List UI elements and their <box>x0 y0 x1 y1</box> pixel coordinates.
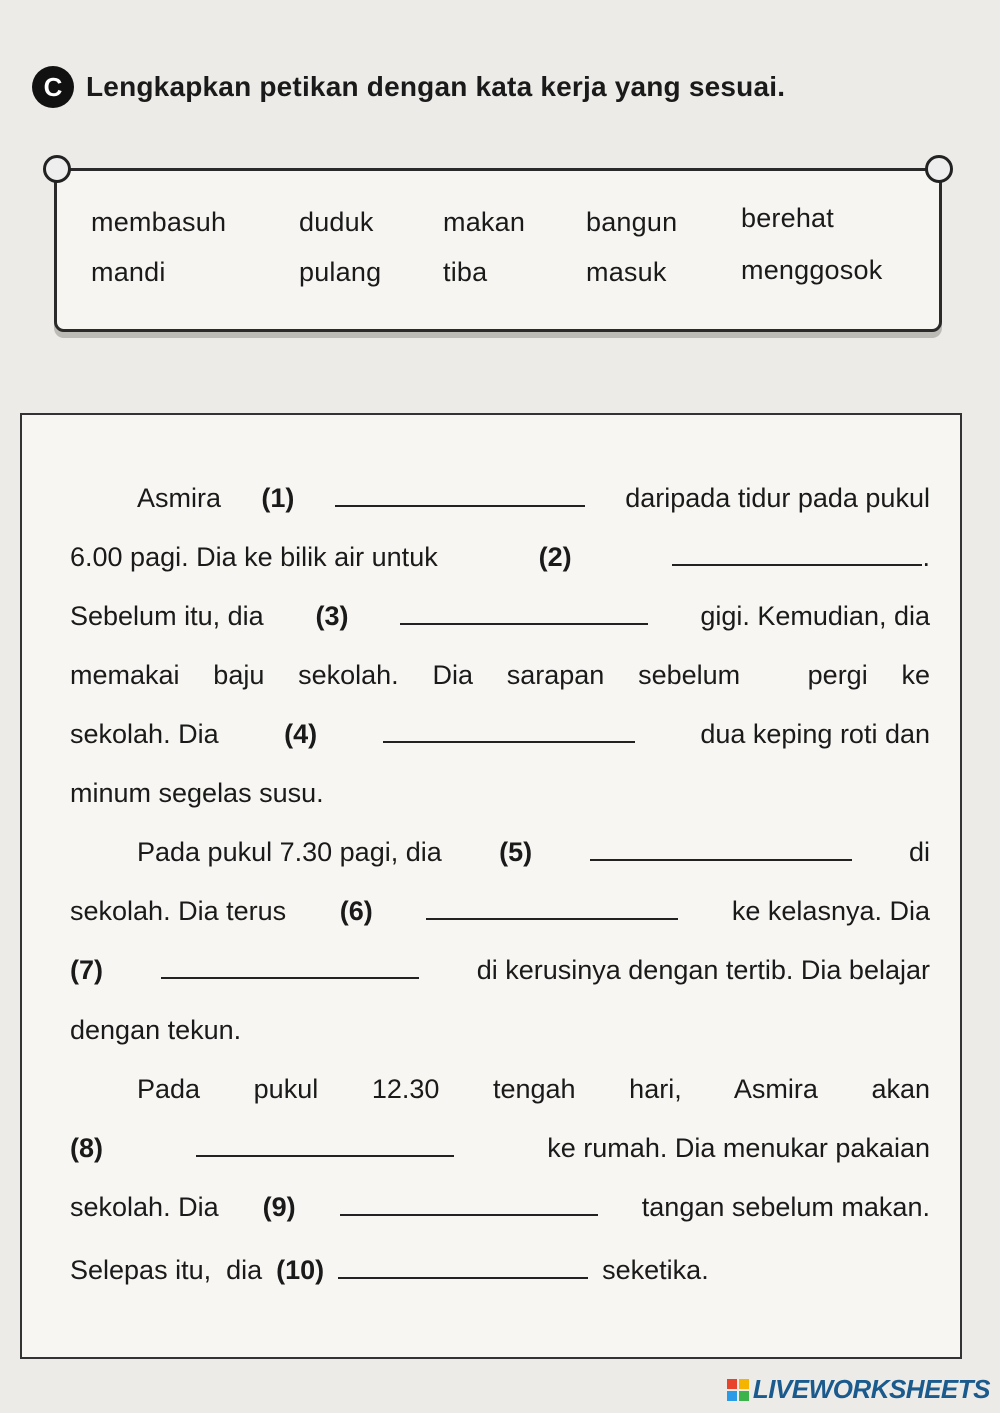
passage-line <box>70 894 930 928</box>
passage-line <box>70 599 930 633</box>
blank-number: (10) <box>276 1255 325 1285</box>
passage-text: Pada pukul 7.30 pagi, dia <box>137 837 442 867</box>
passage-text: gigi. Kemudian, dia <box>700 601 930 631</box>
passage-line <box>70 1190 930 1224</box>
blank-number: (7) <box>70 955 103 985</box>
answer-blank-6[interactable] <box>426 896 678 920</box>
word-bank-item: pulang <box>299 257 382 287</box>
passage-text: sekolah. Dia terus <box>70 896 287 926</box>
passage-text: daripada tidur pada pukul <box>625 483 930 513</box>
blank-number: (8) <box>70 1133 103 1163</box>
passage-text: di <box>908 837 930 867</box>
passage-text: . <box>922 542 930 572</box>
passage-text: dengan tekun. <box>70 1015 242 1045</box>
answer-blank-3[interactable] <box>400 601 648 625</box>
question-heading <box>32 62 785 112</box>
answer-blank-2[interactable] <box>672 542 922 566</box>
word-bank-item: membasuh <box>91 207 227 237</box>
passage-text: ke rumah. Dia menukar pakaian <box>547 1133 930 1163</box>
passage-line <box>70 1253 930 1287</box>
passage-text: tangan sebelum makan. <box>641 1192 930 1222</box>
pin-icon <box>43 155 71 183</box>
answer-blank-8[interactable] <box>196 1133 454 1157</box>
passage-text: sekolah. Dia <box>70 1192 219 1222</box>
passage-text: 6.00 pagi. Dia ke bilik air untuk <box>70 542 438 572</box>
passage-text: Pada pukul 12.30 tengah hari, Asmira akan <box>137 1074 930 1104</box>
word-bank-item: masuk <box>586 257 667 287</box>
word-bank-item: tiba <box>443 257 488 287</box>
answer-blank-5[interactable] <box>590 837 852 861</box>
answer-blank-7[interactable] <box>161 955 419 979</box>
passage-box <box>20 413 962 1359</box>
passage-line <box>70 953 930 987</box>
passage-text: di kerusinya dengan tertib. Dia belajar <box>476 955 930 985</box>
blank-number: (1) <box>261 483 295 513</box>
liveworksheets-watermark <box>727 1374 990 1405</box>
passage-text: minum segelas susu. <box>70 778 324 808</box>
blank-number: (2) <box>538 542 572 572</box>
watermark-text: LIVEWORKSHEETS <box>752 1374 990 1404</box>
passage-line <box>137 835 930 869</box>
answer-blank-1[interactable] <box>335 483 585 507</box>
passage-text: dua keping roti dan <box>700 719 930 749</box>
word-bank-item: menggosok <box>741 255 883 285</box>
passage-text: Sebelum itu, dia <box>70 601 264 631</box>
passage-line <box>70 1131 930 1165</box>
blank-number: (5) <box>499 837 533 867</box>
instruction-text: Lengkapkan petikan dengan kata kerja yang sesuai. <box>86 71 786 102</box>
passage-line <box>70 658 930 692</box>
passage-line <box>70 1013 930 1047</box>
answer-blank-9[interactable] <box>340 1192 598 1216</box>
passage-text: Selepas itu, dia <box>70 1255 263 1285</box>
passage-text: sekolah. Dia <box>70 719 219 749</box>
word-bank-item: bangun <box>586 207 678 237</box>
word-bank-item: berehat <box>741 203 834 233</box>
blank-number: (3) <box>315 601 349 631</box>
passage-line <box>70 776 930 810</box>
liveworksheets-logo-icon <box>727 1379 749 1401</box>
answer-blank-4[interactable] <box>383 719 635 743</box>
passage-text: ke kelasnya. Dia <box>731 896 930 926</box>
passage-line <box>137 1072 930 1106</box>
blank-number: (6) <box>339 896 373 926</box>
passage-line <box>70 717 930 751</box>
word-bank <box>54 168 942 332</box>
passage-text: seketika. <box>602 1255 709 1285</box>
answer-blank-10[interactable] <box>338 1255 588 1279</box>
passage-text: Asmira <box>137 483 222 513</box>
passage-line <box>70 540 930 574</box>
pin-icon <box>925 155 953 183</box>
blank-number: (4) <box>284 719 318 749</box>
section-badge: C <box>32 66 74 108</box>
word-bank-item: mandi <box>91 257 166 287</box>
word-bank-item: duduk <box>299 207 374 237</box>
passage-line <box>137 481 930 515</box>
blank-number: (9) <box>262 1192 296 1222</box>
word-bank-item: makan <box>443 207 526 237</box>
passage-text: memakai baju sekolah. Dia sarapan sebelum pergi ke <box>70 660 930 690</box>
